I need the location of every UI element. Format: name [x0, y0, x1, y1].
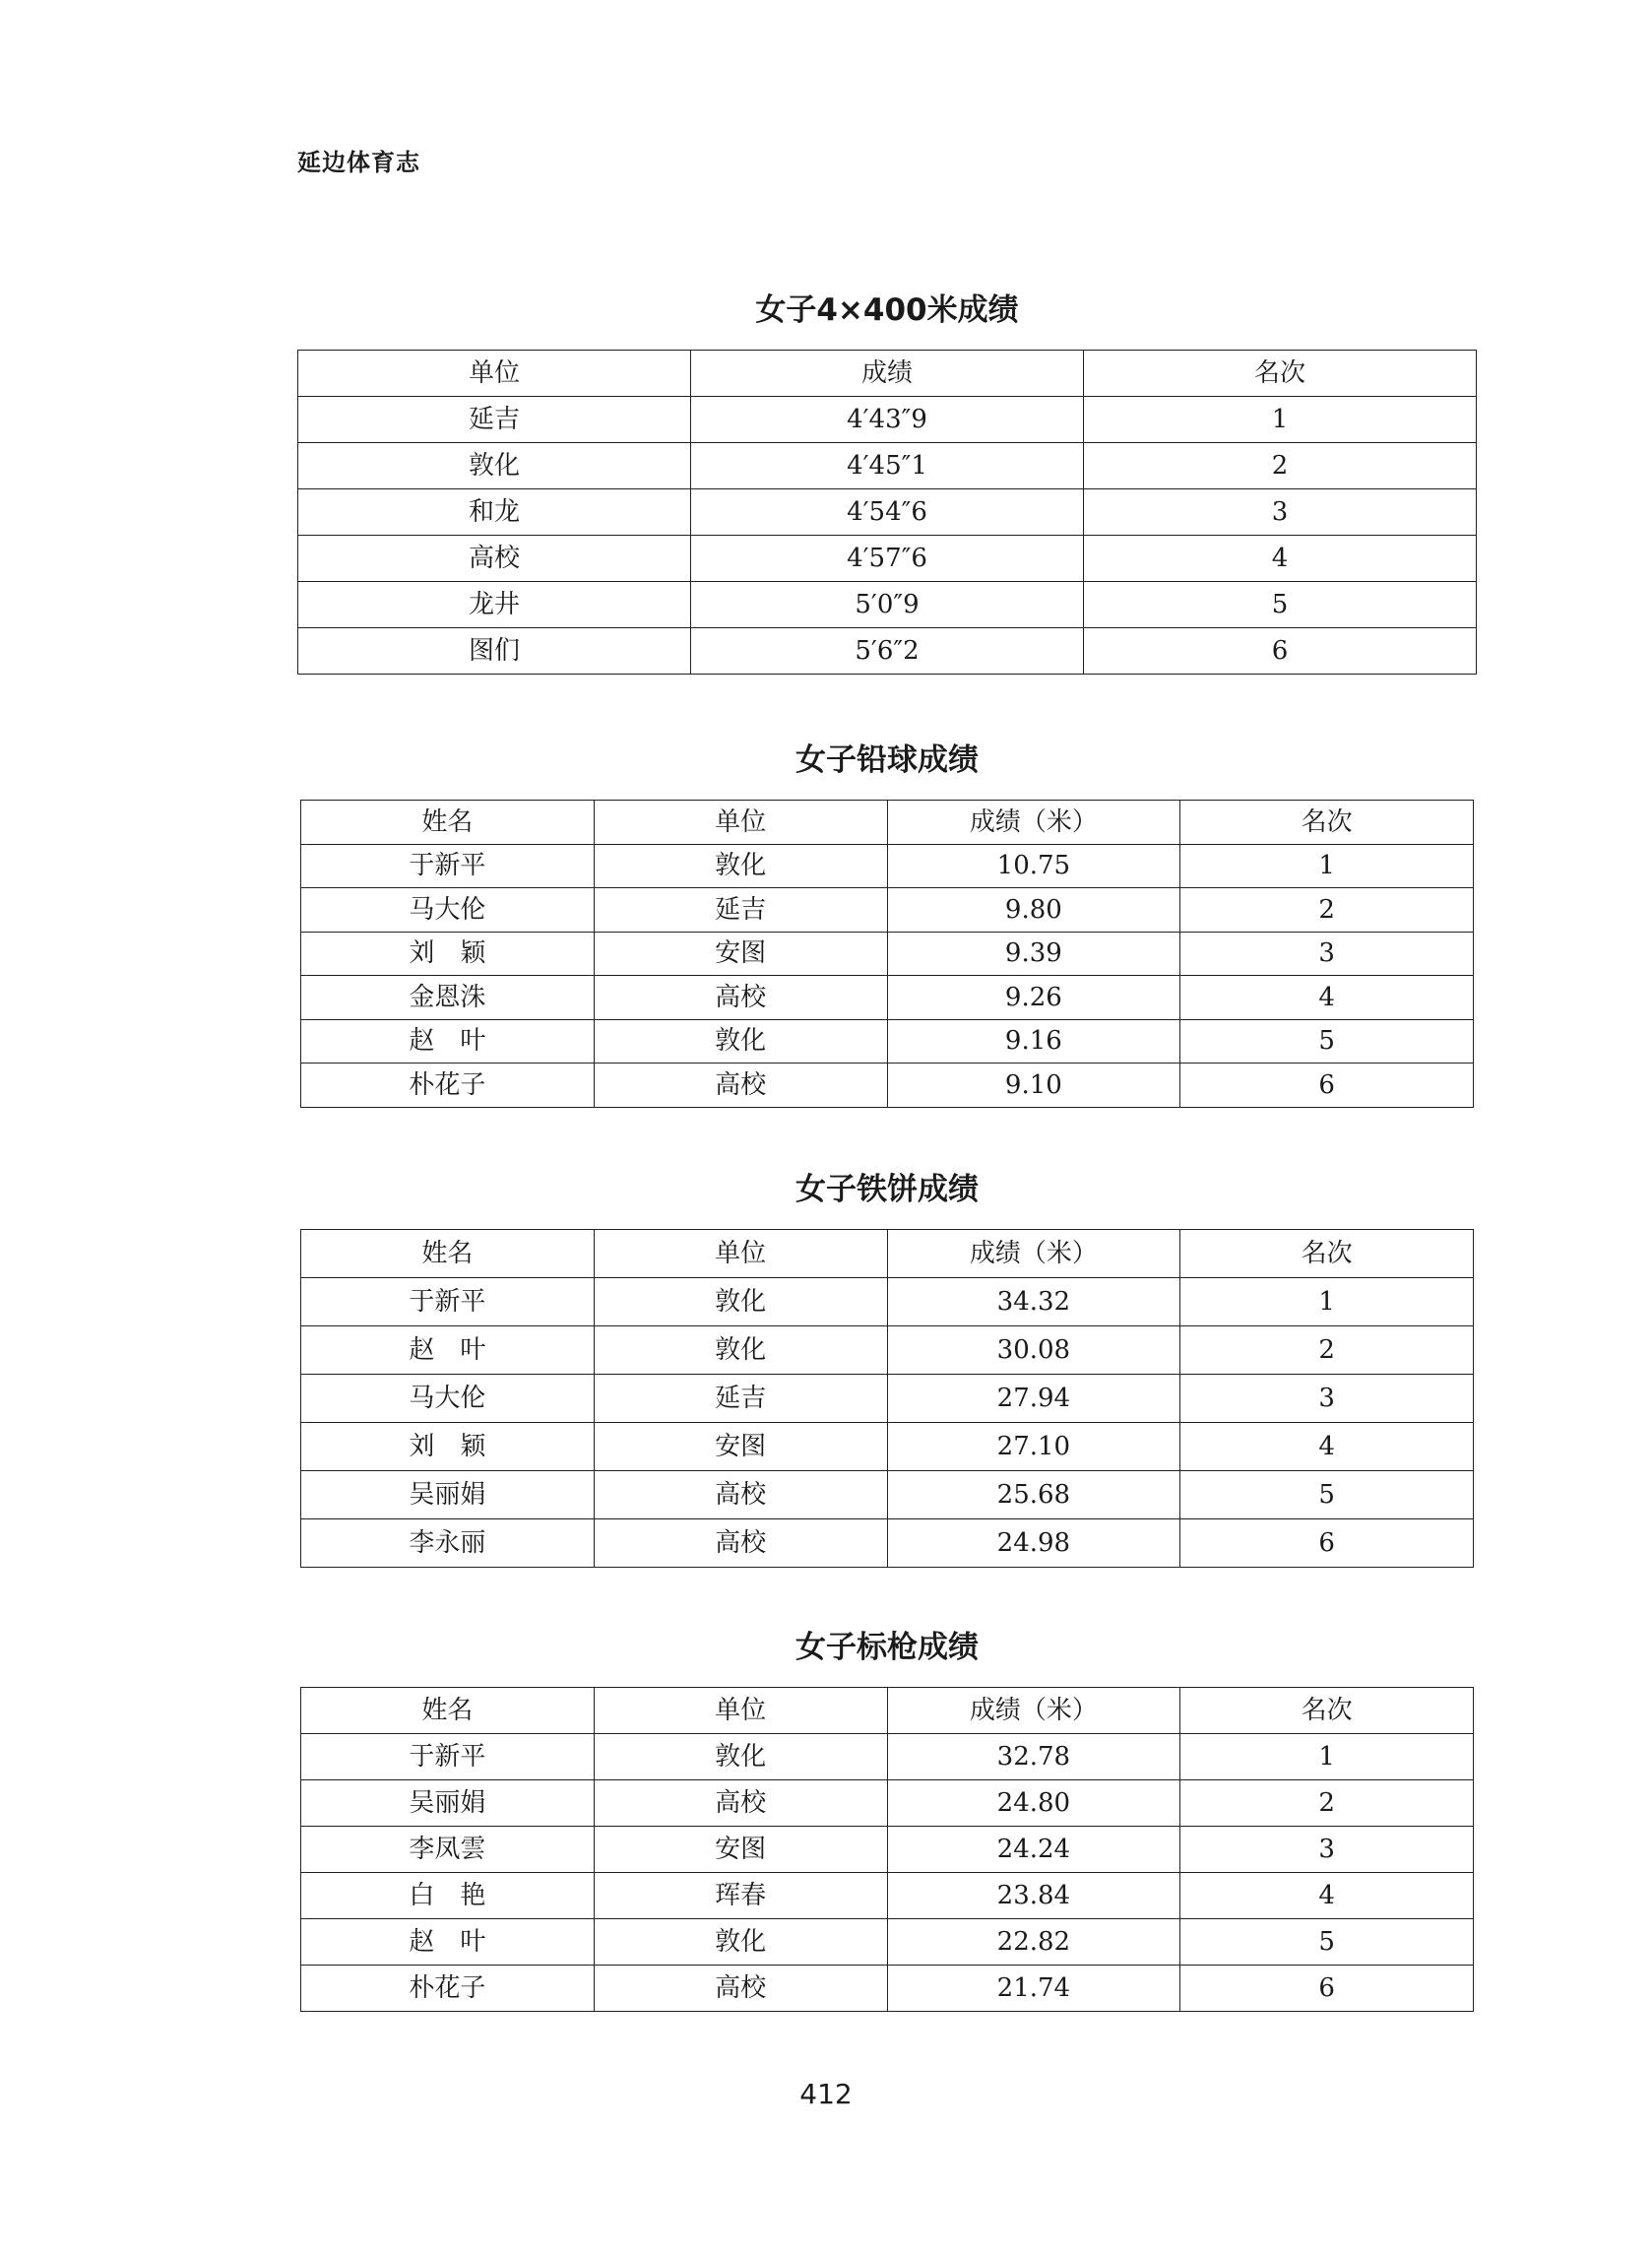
header-row [301, 801, 1474, 845]
table-cell: 4′45″1 [691, 443, 1084, 489]
table-cell: 高校 [298, 536, 691, 582]
table-cell: 6 [1180, 1064, 1474, 1108]
table-row [301, 888, 1474, 933]
table-cell: 3 [1084, 489, 1477, 536]
table-cell: 吴丽娟 [301, 1471, 595, 1519]
table-cell: 25.68 [887, 1471, 1180, 1519]
table-cell: 34.32 [887, 1278, 1180, 1326]
table-row [298, 628, 1477, 675]
table-cell: 敦化 [594, 1326, 887, 1375]
table-cell: 4′54″6 [691, 489, 1084, 536]
table-cell: 1 [1084, 397, 1477, 443]
table-cell: 敦化 [594, 1019, 887, 1064]
table-cell: 9.10 [887, 1064, 1180, 1108]
table-cell: 4′57″6 [691, 536, 1084, 582]
column-header: 单位 [594, 1688, 887, 1734]
table-row [298, 536, 1477, 582]
table-row [301, 1471, 1474, 1519]
table-cell: 3 [1180, 932, 1474, 976]
column-header: 成绩（米） [887, 1688, 1180, 1734]
table-cell: 1 [1180, 1278, 1474, 1326]
table-cell: 刘 颖 [301, 1423, 595, 1471]
table-cell: 6 [1180, 1966, 1474, 2012]
table-cell: 敦化 [298, 443, 691, 489]
table-cell: 和龙 [298, 489, 691, 536]
discus-section [300, 1170, 1474, 1568]
table-row [301, 1519, 1474, 1568]
results-table [300, 800, 1474, 1108]
section-title: 女子铅球成绩 [795, 742, 979, 778]
table-cell: 2 [1180, 888, 1474, 933]
table-cell: 9.39 [887, 932, 1180, 976]
table-row [301, 1375, 1474, 1423]
table-cell: 白 艳 [301, 1873, 595, 1919]
page-number: 412 [799, 2078, 853, 2110]
table-cell: 于新平 [301, 1734, 595, 1780]
table-cell: 于新平 [301, 844, 595, 888]
table-cell: 1 [1180, 1734, 1474, 1780]
table-row [301, 1278, 1474, 1326]
table-cell: 9.26 [887, 976, 1180, 1020]
table-cell: 21.74 [887, 1966, 1180, 2012]
table-cell: 10.75 [887, 844, 1180, 888]
column-header: 名次 [1180, 1230, 1474, 1278]
results-table [300, 1229, 1474, 1568]
table-cell: 高校 [594, 976, 887, 1020]
table-cell: 5′6″2 [691, 628, 1084, 675]
table-cell: 李凤雲 [301, 1827, 595, 1873]
table-row [301, 1966, 1474, 2012]
table-row [301, 1064, 1474, 1108]
table-cell: 4 [1180, 1423, 1474, 1471]
table-cell: 延吉 [594, 888, 887, 933]
table-cell: 延吉 [594, 1375, 887, 1423]
table-cell: 27.10 [887, 1423, 1180, 1471]
table-row [301, 932, 1474, 976]
table-cell: 4 [1180, 1873, 1474, 1919]
table-cell: 5 [1180, 1919, 1474, 1966]
table-cell: 刘 颖 [301, 932, 595, 976]
table-cell: 22.82 [887, 1919, 1180, 1966]
column-header: 姓名 [301, 1688, 595, 1734]
table-row [301, 1873, 1474, 1919]
table-cell: 6 [1084, 628, 1477, 675]
table-cell: 吴丽娟 [301, 1780, 595, 1827]
section-title: 女子铁饼成绩 [795, 1172, 979, 1207]
table-cell: 24.80 [887, 1780, 1180, 1827]
table-cell: 6 [1180, 1519, 1474, 1568]
column-header: 成绩（米） [887, 1230, 1180, 1278]
table-cell: 30.08 [887, 1326, 1180, 1375]
table-cell: 图们 [298, 628, 691, 675]
table-cell: 马大伦 [301, 888, 595, 933]
table-cell: 5 [1180, 1471, 1474, 1519]
column-header: 成绩（米） [887, 801, 1180, 845]
column-header: 单位 [594, 801, 887, 845]
table-row [298, 443, 1477, 489]
relay-4x400-section [297, 290, 1477, 675]
table-cell: 敦化 [594, 1734, 887, 1780]
table-cell: 5 [1180, 1019, 1474, 1064]
table-cell: 32.78 [887, 1734, 1180, 1780]
table-cell: 9.16 [887, 1019, 1180, 1064]
table-row [298, 582, 1477, 628]
column-header: 姓名 [301, 801, 595, 845]
table-cell: 延吉 [298, 397, 691, 443]
header-row [298, 351, 1477, 397]
table-cell: 高校 [594, 1519, 887, 1568]
table-row [301, 1827, 1474, 1873]
table-cell: 5′0″9 [691, 582, 1084, 628]
table-row [301, 976, 1474, 1020]
column-header: 单位 [298, 351, 691, 397]
table-row [298, 397, 1477, 443]
header-row [301, 1230, 1474, 1278]
table-cell: 朴花子 [301, 1064, 595, 1108]
table-cell: 3 [1180, 1827, 1474, 1873]
table-cell: 2 [1084, 443, 1477, 489]
results-table [297, 350, 1477, 675]
column-header: 姓名 [301, 1230, 595, 1278]
table-row [301, 844, 1474, 888]
table-row [301, 1734, 1474, 1780]
table-cell: 9.80 [887, 888, 1180, 933]
table-cell: 24.98 [887, 1519, 1180, 1568]
table-cell: 于新平 [301, 1278, 595, 1326]
shot-put-section [300, 741, 1474, 1108]
table-cell: 24.24 [887, 1827, 1180, 1873]
results-table [300, 1687, 1474, 2012]
table-cell: 朴花子 [301, 1966, 595, 2012]
table-row [301, 1780, 1474, 1827]
running-header: 延边体育志 [297, 149, 420, 176]
table-cell: 珲春 [594, 1873, 887, 1919]
table-row [298, 489, 1477, 536]
table-cell: 高校 [594, 1471, 887, 1519]
column-header: 成绩 [691, 351, 1084, 397]
table-cell: 1 [1180, 844, 1474, 888]
table-cell: 3 [1180, 1375, 1474, 1423]
table-cell: 4 [1180, 976, 1474, 1020]
table-cell: 赵 叶 [301, 1019, 595, 1064]
table-cell: 4′43″9 [691, 397, 1084, 443]
section-title: 女子标枪成绩 [795, 1630, 979, 1665]
table-cell: 2 [1180, 1780, 1474, 1827]
table-cell: 李永丽 [301, 1519, 595, 1568]
column-header: 名次 [1180, 1688, 1474, 1734]
column-header: 单位 [594, 1230, 887, 1278]
table-row [301, 1019, 1474, 1064]
table-cell: 4 [1084, 536, 1477, 582]
table-cell: 安图 [594, 932, 887, 976]
table-cell: 敦化 [594, 1919, 887, 1966]
table-cell: 马大伦 [301, 1375, 595, 1423]
table-cell: 敦化 [594, 1278, 887, 1326]
table-cell: 高校 [594, 1780, 887, 1827]
column-header: 名次 [1180, 801, 1474, 845]
table-cell: 金恩洙 [301, 976, 595, 1020]
table-cell: 赵 叶 [301, 1326, 595, 1375]
table-cell: 23.84 [887, 1873, 1180, 1919]
column-header: 名次 [1084, 351, 1477, 397]
table-cell: 27.94 [887, 1375, 1180, 1423]
table-cell: 赵 叶 [301, 1919, 595, 1966]
table-cell: 安图 [594, 1827, 887, 1873]
section-title: 女子4×400米成绩 [755, 292, 1019, 328]
table-cell: 安图 [594, 1423, 887, 1471]
table-row [301, 1326, 1474, 1375]
javelin-section [300, 1628, 1474, 2012]
table-cell: 2 [1180, 1326, 1474, 1375]
header-row [301, 1688, 1474, 1734]
table-cell: 龙井 [298, 582, 691, 628]
table-cell: 5 [1084, 582, 1477, 628]
table-cell: 高校 [594, 1064, 887, 1108]
table-row [301, 1423, 1474, 1471]
table-row [301, 1919, 1474, 1966]
table-cell: 高校 [594, 1966, 887, 2012]
table-cell: 敦化 [594, 844, 887, 888]
